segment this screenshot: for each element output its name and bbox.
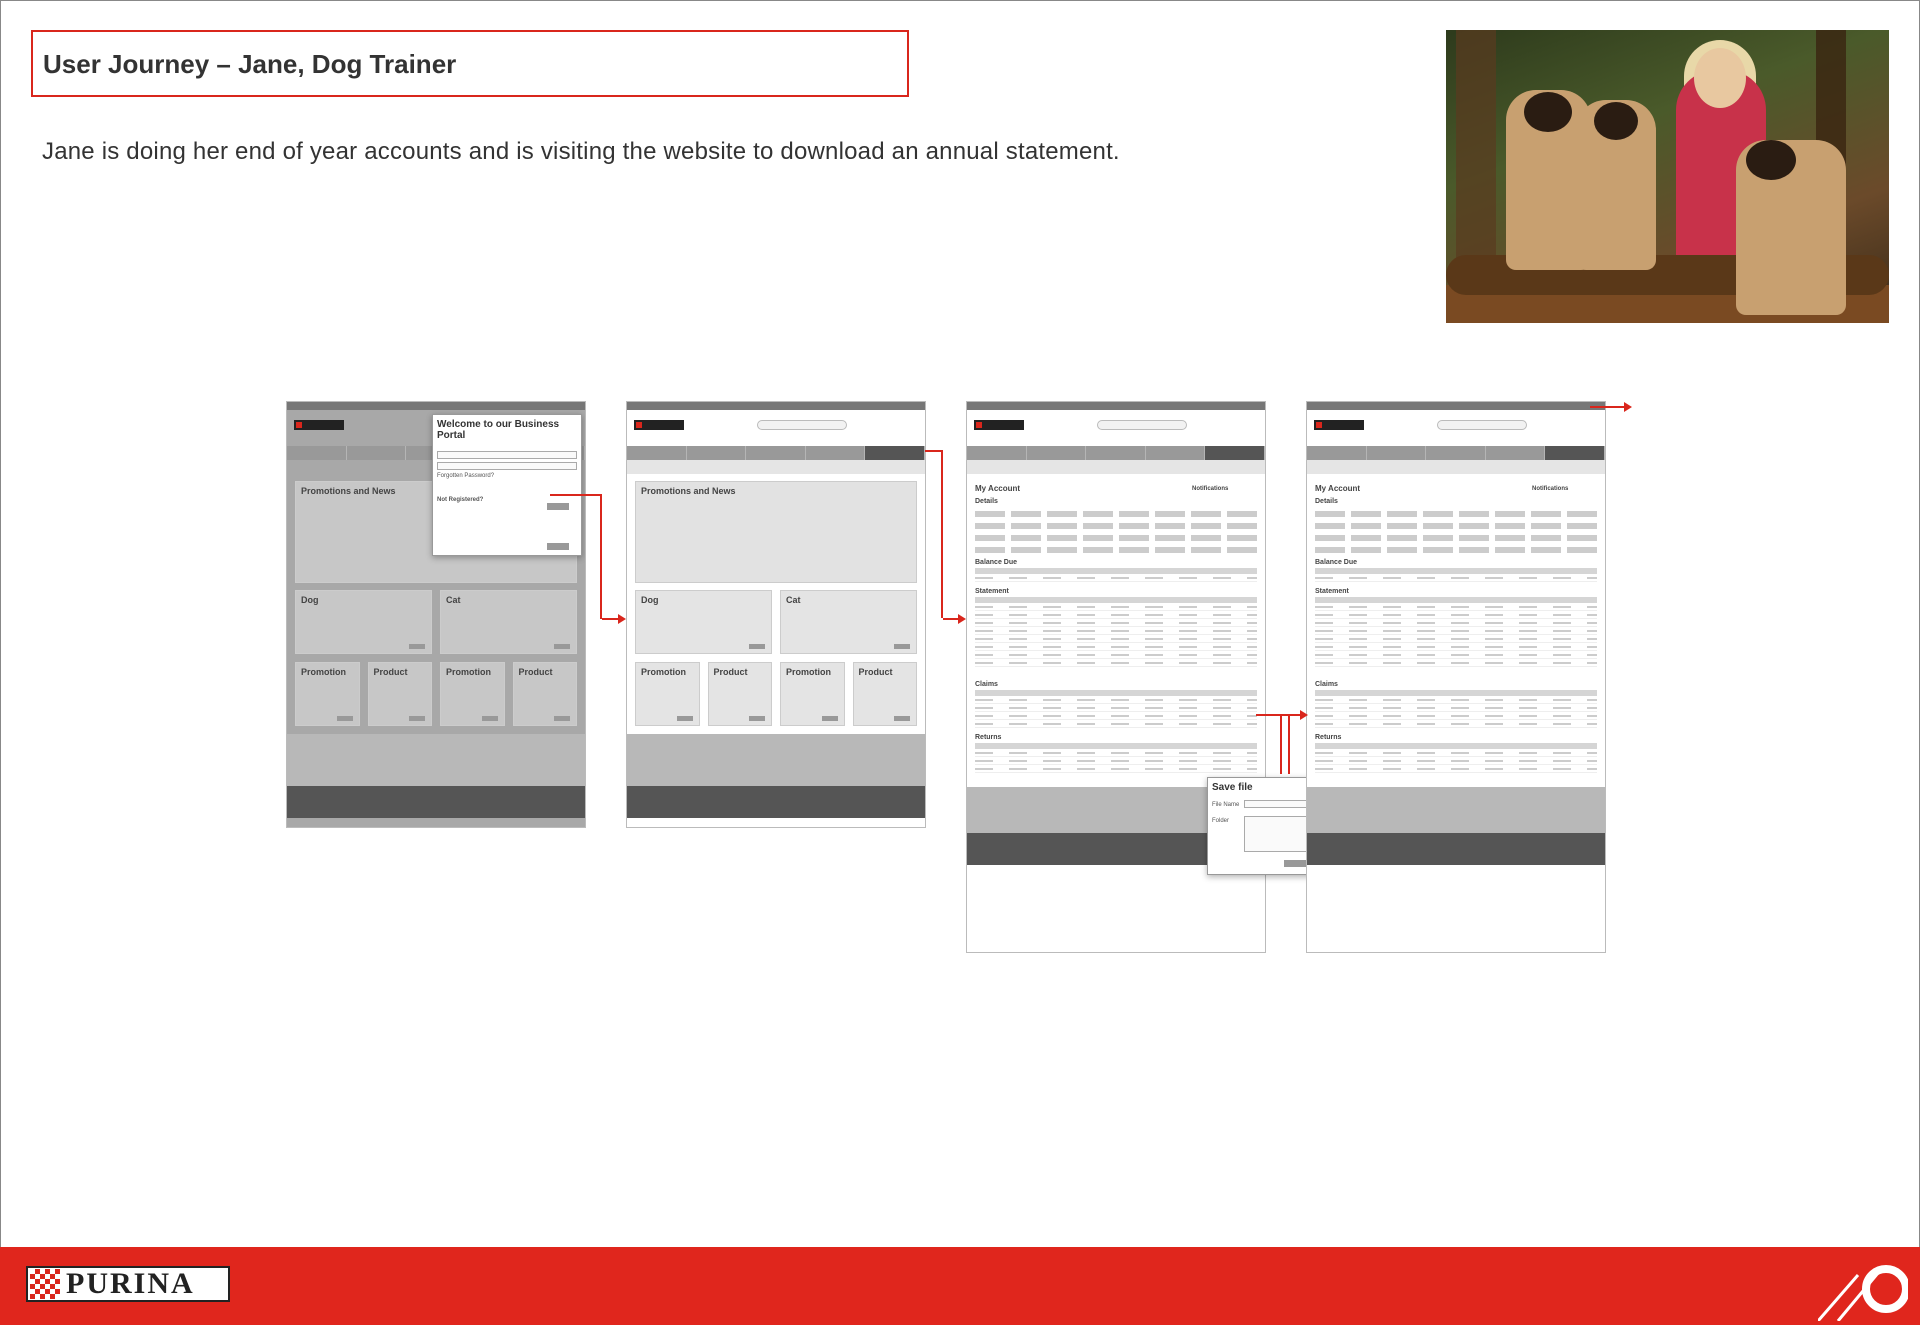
purina-logo: PURINA (26, 1266, 230, 1302)
checkerboard-icon (30, 1269, 60, 1299)
title-box (31, 30, 909, 97)
login-modal-title: Welcome to our Business Portal (437, 419, 560, 441)
flow-arrow-4 (1590, 406, 1626, 408)
forgot-password-link[interactable]: Forgotten Password? (437, 473, 495, 479)
slide-title: User Journey – Jane, Dog Trainer (43, 49, 457, 79)
username-input[interactable] (437, 451, 577, 459)
hero-title: Promotions and News (301, 486, 396, 496)
not-registered: Not Registered? (437, 497, 484, 503)
wireframe-account: My Account Notifications Details Balance Due Statement Claims Returns (1306, 401, 1606, 953)
footer-bar (0, 1247, 1920, 1325)
slide-description: Jane is doing her end of year accounts and is visiting the website to download an annual statement. (42, 138, 1120, 165)
persona-photo (1446, 30, 1889, 323)
brand-mark-icon (1818, 1255, 1908, 1321)
wireframe-account-save: My Account Notifications Details Balance Due Statement Claims Returns (966, 401, 1266, 953)
wireframe-home: Promotions and News Dog Cat Promotion Product Promotion Product (626, 401, 926, 828)
password-input[interactable] (437, 462, 577, 470)
save-file-dialog: Save file File Name Folder (1207, 777, 1355, 875)
save-file-title: Save file (1212, 782, 1253, 793)
wireframe-login: Promotions and News Dog Cat Promotion Product Promotion Product Welcome to our Business Portal Forgotten Password? Not Registered? (286, 401, 586, 828)
flow-arrow-2 (925, 450, 943, 618)
cancel-button[interactable] (1284, 860, 1306, 867)
flow-arrow-1 (550, 494, 602, 619)
